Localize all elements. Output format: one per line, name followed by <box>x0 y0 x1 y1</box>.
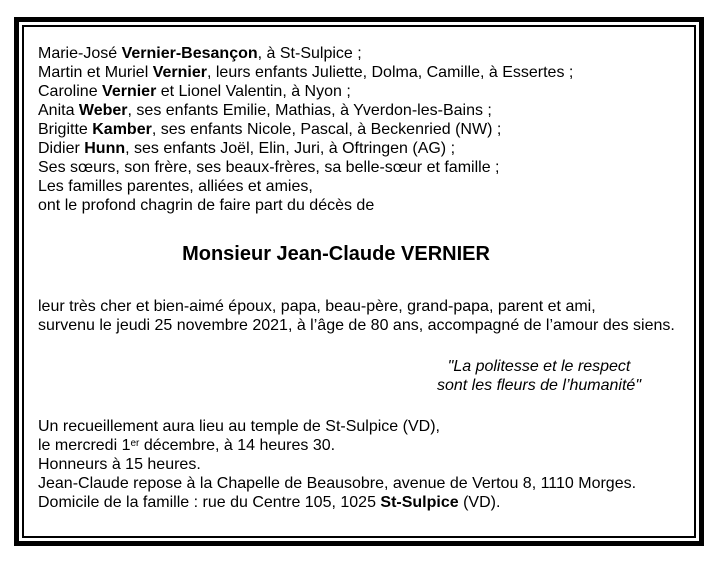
text-line <box>38 417 679 436</box>
text-line <box>38 82 679 101</box>
deceased-name-title: Monsieur Jean-Claude VERNIER <box>182 243 490 265</box>
text-segment: Weber <box>78 102 128 119</box>
text-segment: "La politesse et le respect <box>447 358 631 375</box>
text-segment: Les familles parentes, alliées et amies, <box>38 178 313 195</box>
text-segment: , à St-Sulpice ; <box>257 45 362 62</box>
text-line <box>38 63 679 82</box>
text-line <box>38 196 679 215</box>
text-segment: leur très cher et bien-aimé époux, papa, beau-père, grand-papa, parent et ami, <box>38 298 596 315</box>
text-line <box>38 297 679 316</box>
death-notice-frame <box>14 17 704 546</box>
text-segment: Marie-José <box>38 45 122 62</box>
text-segment: Ses sœurs, son frère, ses beaux-frères, sa belle-sœur et famille ; <box>38 159 500 176</box>
text-segment: décembre, à 14 heures 30. <box>139 437 336 454</box>
text-line <box>38 436 679 455</box>
text-line <box>399 357 679 376</box>
text-segment: er <box>130 438 140 450</box>
text-segment: Vernier-Besançon <box>121 45 258 62</box>
text-segment: St-Sulpice <box>380 494 459 511</box>
text-segment: Kamber <box>92 121 152 138</box>
text-segment: Caroline <box>38 83 103 100</box>
text-line <box>38 177 679 196</box>
family-list <box>38 44 679 215</box>
text-line <box>38 120 679 139</box>
text-segment: , ses enfants Emilie, Mathias, à Yverdon-les-Bains ; <box>127 102 492 119</box>
text-segment: Un recueillement aura lieu au temple de St-Sulpice (VD), <box>38 418 440 435</box>
text-line <box>38 455 679 474</box>
text-segment: , ses enfants Nicole, Pascal, à Beckenried (NW) ; <box>151 121 502 138</box>
text-segment: survenu le jeudi 25 novembre 2021, à l’âge de 80 ans, accompagné de l’amour des siens. <box>38 317 675 334</box>
text-segment: et Lionel Valentin, à Nyon ; <box>156 83 351 100</box>
text-line <box>38 493 679 512</box>
text-segment: , ses enfants Joël, Elin, Juri, à Oftringen (AG) ; <box>125 140 456 157</box>
memorial-quote <box>399 357 679 395</box>
text-line <box>38 316 679 335</box>
decease-details <box>38 297 679 335</box>
text-segment: Didier <box>38 140 85 157</box>
text-segment: (VD). <box>458 494 501 511</box>
text-segment: Anita <box>38 102 79 119</box>
text-segment: , leurs enfants Juliette, Dolma, Camille, à Essertes ; <box>206 64 574 81</box>
text-line <box>399 376 679 395</box>
text-segment: Martin et Muriel <box>38 64 153 81</box>
text-segment: Honneurs à 15 heures. <box>38 456 201 473</box>
text-segment: Brigitte <box>38 121 93 138</box>
text-segment: Vernier <box>152 64 207 81</box>
text-line <box>38 139 679 158</box>
text-line <box>38 474 679 493</box>
text-line <box>38 158 679 177</box>
death-notice-card <box>22 25 696 538</box>
text-line <box>38 101 679 120</box>
text-segment: Vernier <box>102 83 157 100</box>
text-segment: Jean-Claude repose à la Chapelle de Beausobre, avenue de Vertou 8, 1110 Morges. <box>38 475 637 492</box>
text-segment: sont les fleurs de l’humanité" <box>436 377 641 394</box>
text-segment: Hunn <box>84 140 126 157</box>
ceremony-details <box>38 417 679 512</box>
text-segment: ont le profond chagrin de faire part du décès de <box>38 197 375 214</box>
text-segment: Domicile de la famille : rue du Centre 105, 1025 <box>38 494 381 511</box>
text-segment: le mercredi 1 <box>38 437 131 454</box>
text-line <box>38 44 679 63</box>
